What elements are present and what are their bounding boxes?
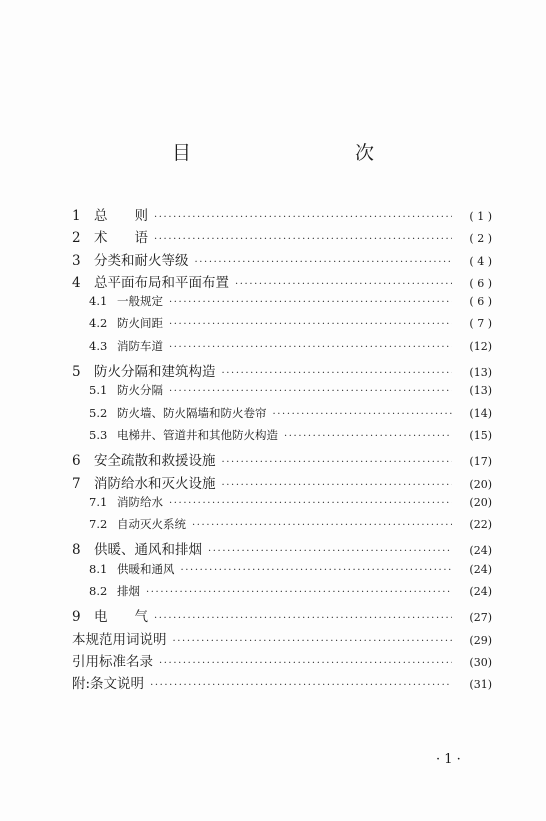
toc-leader — [154, 212, 452, 223]
toc-leader — [154, 613, 452, 624]
toc-number: 6 — [72, 453, 81, 470]
toc-entry-1[interactable] — [72, 204, 492, 226]
toc-page: (22) — [469, 518, 492, 532]
toc-leader — [169, 386, 452, 397]
toc-leader — [150, 680, 452, 691]
toc-leader — [173, 636, 453, 647]
toc-leader — [208, 546, 452, 557]
toc-label: 排烟 — [117, 584, 140, 599]
toc-label: 防火间距 — [117, 316, 163, 331]
toc-number: 1 — [72, 208, 81, 224]
toc-label: 消防车道 — [117, 338, 163, 353]
toc-label: 分类和耐火等级 — [94, 252, 189, 269]
toc-label: 防火分隔和建筑构造 — [94, 364, 216, 381]
toc-label: 本规范用词说明 — [72, 631, 167, 648]
toc-number: 7.1 — [89, 494, 108, 509]
toc-page: ( 1 ) — [469, 210, 492, 223]
toc-number: 5.3 — [89, 427, 108, 442]
toc-number: 8.1 — [89, 561, 108, 576]
toc-page: (14) — [469, 406, 492, 420]
toc-page: (17) — [469, 455, 492, 469]
toc-page: (27) — [469, 611, 492, 625]
toc-page: (24) — [469, 562, 492, 576]
toc-entry-5[interactable] — [72, 360, 492, 382]
toc-entry-8-1[interactable] — [72, 561, 492, 583]
toc-label: 术 语 — [94, 230, 148, 247]
toc-number: 7.2 — [89, 517, 108, 532]
toc-entry-appendix[interactable] — [72, 672, 492, 694]
toc-label: 电 气 — [94, 609, 148, 626]
toc-entry-6[interactable] — [72, 449, 492, 471]
toc-page: (13) — [469, 384, 492, 398]
toc-leader — [159, 658, 452, 669]
toc-leader — [222, 368, 453, 379]
toc-page: (15) — [469, 428, 492, 442]
toc-label: 自动灭火系统 — [117, 517, 186, 532]
toc-label: 电梯井、管道井和其他防火构造 — [117, 427, 278, 442]
toc-number: 3 — [72, 252, 81, 269]
toc-number: 5 — [72, 364, 81, 381]
toc-number: 8.2 — [89, 584, 108, 599]
page-number: · 1 · — [436, 752, 461, 767]
toc-label: 安全疏散和救援设施 — [94, 453, 216, 470]
toc-leader — [192, 520, 452, 531]
toc-entry-7-1[interactable] — [72, 494, 492, 516]
toc-number: 4.2 — [89, 316, 108, 331]
toc-label: 总平面布局和平面布置 — [94, 274, 229, 291]
toc-leader — [154, 234, 452, 245]
toc-page: (20) — [469, 477, 492, 491]
toc-page: (24) — [469, 585, 492, 599]
toc-leader — [169, 297, 452, 308]
toc-leader — [169, 319, 452, 330]
toc-entry-5-1[interactable] — [72, 382, 492, 404]
toc-label: 防火墙、防火隔墙和防火卷帘 — [117, 405, 267, 420]
toc-entry-8-2[interactable] — [72, 583, 492, 605]
toc-page: (31) — [469, 678, 492, 692]
toc-page: ( 6 ) — [469, 276, 492, 290]
toc-number: 5.2 — [89, 405, 108, 420]
toc-entry-wording[interactable] — [72, 628, 492, 650]
toc-page: (29) — [469, 633, 492, 647]
toc-entry-4[interactable] — [72, 271, 492, 293]
toc-entry-5-2[interactable] — [72, 405, 492, 427]
toc-label: 消防给水和灭火设施 — [94, 475, 216, 492]
toc-number: 9 — [72, 609, 81, 626]
toc-leader — [195, 257, 453, 268]
toc-label: 引用标准名录 — [72, 653, 153, 670]
toc-number: 4 — [72, 274, 81, 291]
toc-page: (30) — [469, 655, 492, 669]
toc-leader — [273, 409, 453, 420]
toc-entry-7[interactable] — [72, 472, 492, 494]
toc-entry-8[interactable] — [72, 538, 492, 560]
toc-number: 4.3 — [89, 338, 108, 353]
toc-entry-standards[interactable] — [72, 650, 492, 672]
toc-entry-9[interactable] — [72, 605, 492, 627]
toc-leader — [222, 457, 453, 468]
toc-entry-3[interactable] — [72, 249, 492, 271]
toc-number: 7 — [72, 475, 81, 492]
toc-label: 一般规定 — [117, 294, 163, 309]
toc-label: 总 则 — [94, 208, 148, 224]
toc-entry-4-1[interactable] — [72, 293, 492, 315]
page-title: 目 次 — [171, 142, 416, 164]
toc-leader — [169, 342, 452, 353]
toc-number: 8 — [72, 542, 81, 559]
toc-page: (13) — [469, 366, 492, 380]
toc-leader — [146, 587, 452, 598]
toc-leader — [235, 279, 452, 290]
toc-page: ( 4 ) — [469, 254, 492, 268]
toc-leader — [284, 431, 452, 442]
toc-entry-5-3[interactable] — [72, 427, 492, 449]
toc-label: 附:条文说明 — [72, 676, 145, 693]
toc-label: 防火分隔 — [117, 383, 163, 398]
toc-number: 5.1 — [89, 383, 108, 398]
toc-number: 4.1 — [89, 294, 108, 309]
toc-number: 2 — [72, 230, 81, 247]
toc-entry-4-2[interactable] — [72, 315, 492, 337]
toc-entry-2[interactable] — [72, 226, 492, 248]
toc-entry-7-2[interactable] — [72, 516, 492, 538]
toc-page: (24) — [469, 544, 492, 558]
toc-page: ( 6 ) — [469, 295, 492, 309]
toc-label: 消防给水 — [117, 494, 163, 509]
toc-entry-4-3[interactable] — [72, 338, 492, 360]
toc-page: (12) — [469, 339, 492, 353]
toc-page: ( 2 ) — [469, 232, 492, 246]
table-of-contents — [72, 204, 492, 695]
toc-leader — [169, 498, 452, 509]
toc-page: (20) — [469, 495, 492, 509]
toc-leader — [222, 480, 453, 491]
toc-page: ( 7 ) — [469, 317, 492, 331]
toc-label: 供暖和通风 — [117, 561, 175, 576]
toc-leader — [181, 565, 453, 576]
toc-label: 供暖、通风和排烟 — [94, 542, 202, 559]
